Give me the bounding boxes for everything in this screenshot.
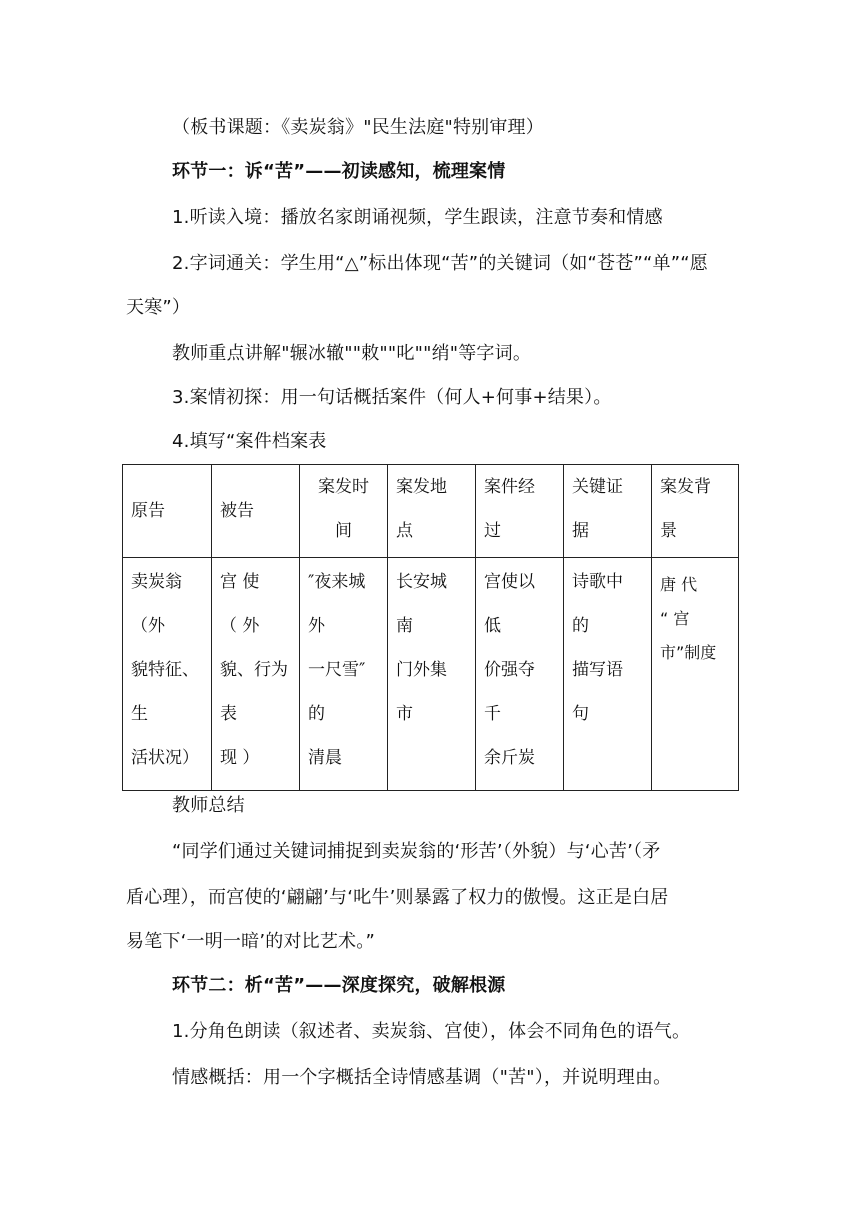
summary-quote-line2: 盾心理），而宫使的‘翩翩’与‘叱牛’则暴露了权力的傲慢。这正是白居 <box>126 887 669 908</box>
section-heading-2: 环节二：析“苦”——深度探究，破解根源 <box>172 975 506 996</box>
cell-evidence: 诗歌中 的 描写语 句 <box>564 558 652 791</box>
header-time: 案发时 间 <box>300 465 388 558</box>
cell-defendant: 宫 使 （ 外 貌、行为 表 现 ） <box>212 558 300 791</box>
step-vocab-line2: 天寒”） <box>126 297 191 318</box>
header-process: 案件经 过 <box>476 465 564 558</box>
header-defendant: 被告 <box>212 465 300 558</box>
case-file-table <box>122 464 739 791</box>
step-fill-table: 4.填写“案件档案表 <box>172 431 327 452</box>
cell-background: 唐 代 “ 宫 市”制度 <box>652 558 739 791</box>
cell-process: 宫使以 低 价强夺 千 余斤炭 <box>476 558 564 791</box>
header-plaintiff: 原告 <box>123 465 212 558</box>
header-evidence: 关键证 据 <box>564 465 652 558</box>
summary-quote-line3: 易笔下‘一明一暗’的对比艺术。” <box>126 931 375 952</box>
step-emotion-summary: 情感概括：用一个字概括全诗情感基调（"苦"），并说明理由。 <box>172 1067 672 1088</box>
teacher-summary-label: 教师总结 <box>172 795 245 816</box>
board-title-note: （板书课题：《卖炭翁》"民生法庭"特别审理） <box>172 117 544 138</box>
step-case-summary: 3.案情初探：用一句话概括案件（何人+何事+结果）。 <box>172 387 612 408</box>
cell-place: 长安城 南 门外集 市 <box>388 558 476 791</box>
step-vocab-line1: 2.字词通关：学生用“△”标出体现“苦”的关键词（如“苍苍”“单”“愿 <box>172 253 708 274</box>
step-listen: 1.听读入境：播放名家朗诵视频，学生跟读，注意节奏和情感 <box>172 207 663 228</box>
cell-plaintiff: 卖炭翁 （外 貌特征、 生 活状况） <box>123 558 212 791</box>
step-role-reading: 1.分角色朗读（叙述者、卖炭翁、宫使），体会不同角色的语气。 <box>172 1021 691 1042</box>
cell-time: ″夜来城 外 一尺雪″ 的 清晨 <box>300 558 388 791</box>
teacher-explain: 教师重点讲解"辗冰辙""敕""叱""绡"等字词。 <box>172 343 532 364</box>
summary-quote-line1: “同学们通过关键词捕捉到卖炭翁的‘形苦’（外貌）与‘心苦’（矛 <box>172 841 661 862</box>
table-row <box>123 558 739 791</box>
section-heading-1: 环节一：诉“苦”——初读感知，梳理案情 <box>172 161 506 182</box>
table-header-row <box>123 465 739 558</box>
header-background: 案发背 景 <box>652 465 739 558</box>
header-place: 案发地 点 <box>388 465 476 558</box>
